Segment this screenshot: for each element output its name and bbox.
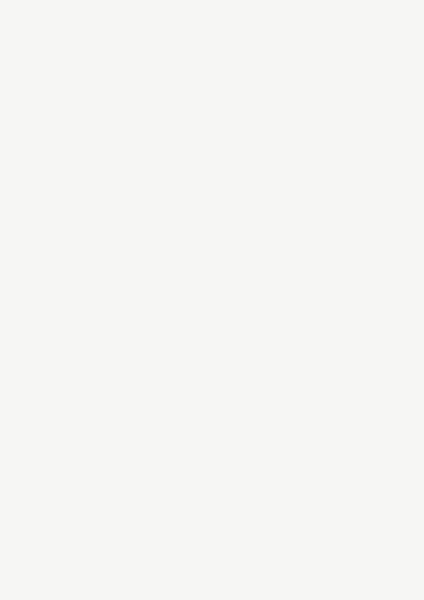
section-5-text [44, 255, 384, 264]
section-2-heading [44, 60, 384, 69]
page-number [44, 14, 384, 26]
objective-item [44, 196, 384, 205]
section-5-heading [44, 246, 384, 255]
section-6-paragraph-1 [44, 292, 384, 310]
section-2-paragraph-1 [44, 81, 384, 126]
step-item [44, 427, 384, 436]
step-item [44, 418, 384, 427]
section-6-subheading [44, 283, 384, 292]
step-item [44, 463, 384, 472]
section-1-heading [44, 44, 384, 53]
step-item [44, 436, 384, 454]
objective-item [44, 187, 384, 196]
section-2-paragraph-2 [44, 126, 384, 171]
section-3-heading [44, 178, 384, 187]
sub-list-item [44, 391, 384, 400]
sub-list-item [44, 373, 384, 382]
section-6-paragraph-3 [44, 346, 384, 364]
sub-list-item [44, 382, 384, 391]
section-2-subheading [44, 72, 384, 81]
sub-list-item [44, 400, 384, 418]
step-item [44, 454, 384, 463]
section-6-heading [44, 271, 384, 280]
sub-list-item [44, 364, 384, 373]
section-4-heading [44, 212, 384, 221]
section-6-paragraph-2 [44, 310, 384, 346]
section-4-text [44, 221, 384, 239]
